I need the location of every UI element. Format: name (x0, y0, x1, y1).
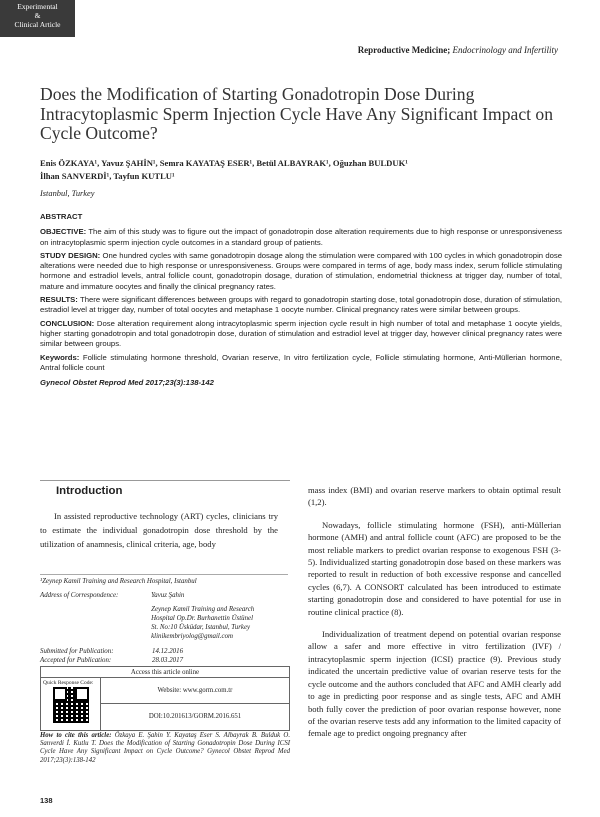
submission-dates (40, 647, 288, 666)
intro-paragraph: mass index (BMI) and ovarian reserve markers to obtain optimal result (1,2). (308, 485, 561, 508)
design-label: STUDY DESIGN: (40, 250, 101, 260)
left-column (40, 509, 278, 551)
correspondence-address: Hospital Op.Dr. Burhanettin Üstünel (151, 614, 254, 622)
author-line: Enis ÖZKAYA¹, Yavuz ŞAHİN¹, Semra KAYATAŞ ESER¹, Betül ALBAYRAK¹, Oğuzhan BULDUK¹ (40, 158, 408, 168)
access-header: Access this article online (41, 667, 289, 678)
badge-line: Clinical Article (14, 20, 61, 29)
how-to-cite-text: Özkaya E. Şahin Y. Kayataş Eser S. Albayrak B. Bulduk O. Sanverdi İ. Kutlu T. Does the Modification of Starting Gonadotropin Dose During ICSI Cycle Have Any Significant Impact on Cycle Outcome? Gynecol Obstet Reprod Med 2017;23(3):138-142 (40, 732, 291, 764)
abstract-heading: ABSTRACT (40, 212, 83, 221)
abstract-objective (40, 227, 562, 248)
access-body (41, 678, 289, 730)
access-info (101, 678, 289, 730)
access-online-box (40, 666, 290, 731)
conclusion-text: Dose alteration requirement along intracytoplasmic sperm injection cycle result in high number of total and metaphase 1 oocyte yields, higher starting gonadotropin and total gonadotropin dose, duration of stimulation and estradiol level at trigger day, however clinical pregnancy rates were similar between groups. (40, 318, 563, 349)
how-to-cite (40, 732, 290, 765)
correspondence-address: Zeynep Kamil Training and Research (151, 605, 255, 613)
correspondence (40, 591, 288, 641)
journal-name: Reproductive Medicine; (357, 45, 451, 55)
intro-paragraph: In assisted reproductive technology (ART) cycles, clinicians try to estimate the individual gonadotropin dose threshold by the utilization of anamnesis, clinical criteria, age, body (40, 511, 278, 549)
abstract-conclusion (40, 319, 562, 350)
submitted-date: 14.12.2016 (152, 647, 184, 655)
keywords-label: Keywords: (40, 352, 80, 362)
introduction-heading: Introduction (56, 485, 123, 497)
correspondence-address: St. No:10 Üsküdar, Istanbul, Turkey (151, 624, 251, 632)
correspondence-details (151, 591, 288, 641)
results-label: RESULTS: (40, 295, 78, 305)
correspondence-name: Yavuz Şahin (151, 592, 185, 600)
abstract-results (40, 295, 562, 316)
abstract-keywords (40, 353, 562, 374)
date-row (40, 647, 288, 656)
correspondence-email[interactable]: klinikembriyolog@gmail.com (151, 633, 234, 641)
results-text: There were significant differences between groups with regard to gonadotropin starting dose, total gonadotropin dose, duration of stimulation, estradiol level at trigger day, number of total oocytes and metaphase 1 oocyte number. Clinical pregnancy rates were similar between groups. (40, 295, 562, 315)
objective-label: OBJECTIVE: (40, 227, 87, 237)
article-title: Does the Modification of Starting Gonadotropin Dose During Intracytoplasmic Sperm Injection Cycle Have Any Significant Impact on Cycle Outcome? (40, 84, 554, 143)
keywords-text: Follicle stimulating hormone threshold, Ovarian reserve, In vitro fertilization cycle, Follicle stimulating hormone, Anti-Müllerian hormone, Antral follicle count (40, 352, 562, 372)
article-type-badge (0, 0, 75, 37)
badge-line: Experimental (17, 2, 58, 11)
abstract (40, 212, 562, 388)
design-text: One hundred cycles with same gonadotropin dosage along the stimulation were compared with 100 cycles in which gonadotropin dose alterations were needed due to high response or unresponsiveness. Groups were compared in terms of age, body mass index, serum follicle stimulating hormone and estradiol levels, antral follicle count, gonadotropin dosage, duration of stimulation, endometrial thickness at trigger day, number of total, mature and immature oocytes and finally the clinical pregnancy rates. (40, 250, 562, 291)
date-row (40, 656, 288, 665)
submitted-label: Submitted for Publication: (40, 647, 114, 655)
website-link[interactable]: Website: www.gorm.com.tr (101, 678, 289, 704)
section-divider (40, 480, 290, 481)
author-location: Istanbul, Turkey (40, 189, 95, 198)
intro-paragraph: Nowadays, follicle stimulating hormone (FSH), anti-Müllerian hormone (AMH) and antral follicle count (AFC) are proposed to be the most reliable markers to predict ovarian response to exogenous FSH (3-5). Individualized starting gonadotropin dose based on these markers was reported to result in reduction of both excessive response and cancelled cycles (6,7). A CONSORT calculated has been introduced to estimate starting gonadotropin dose and considered to have potential for use in routine clinical practice (8). (308, 519, 561, 617)
intro-paragraph: Individualization of treatment depend on potential ovarian response allow a safer and more effective in vitro fertilization (IVF) / intracytoplasmic sperm injection (ICSI) practice (9). Previous study indicated the uncertain predictive value of ovarian reserve tests for the cycle outcome and the authors concluded that AFC and AMH clearly add to age in predicting poor response and as single tests, AFC and AMH both fully cover the prediction of poor ovarian response however, none of the ovarian reserve tests add any information to the limited capacity of female age to predict ongoing pregnancy after (308, 629, 561, 739)
right-column (308, 484, 561, 750)
affiliation: ¹Zeynep Kamil Training and Research Hospital, Istanbul (40, 574, 288, 586)
objective-text: The aim of this study was to figure out the impact of gonadotropin dose alteration requirements due to high response or unresponsiveness on intracytoplasmic sperm injection cycle outcomes in a standard group of patients. (40, 227, 563, 247)
accepted-date: 28.03.2017 (152, 657, 184, 665)
accepted-label: Accepted for Publication: (40, 657, 112, 665)
how-to-cite-label: How to cite this article: (40, 732, 112, 739)
conclusion-label: CONCLUSION: (40, 318, 95, 328)
page-number: 138 (40, 796, 53, 805)
qr-code-icon[interactable] (53, 687, 89, 723)
correspondence-label: Address of Correspondence: (40, 592, 119, 600)
footnote-block (40, 574, 288, 665)
badge-line: & (34, 11, 41, 20)
qr-label: Quick Response Code: (43, 680, 94, 686)
doi-link[interactable]: DOI:10.201613/GORM.2016.651 (148, 713, 242, 720)
journal-section: Endocrinology and Infertility (452, 45, 558, 55)
journal-citation: Gynecol Obstet Reprod Med 2017;23(3):138-142 (40, 378, 214, 388)
qr-section (41, 678, 101, 730)
abstract-design (40, 251, 562, 292)
journal-header (358, 45, 558, 55)
author-list (40, 157, 560, 183)
author-line: İlhan SANVERDİ¹, Tayfun KUTLU¹ (40, 170, 175, 181)
